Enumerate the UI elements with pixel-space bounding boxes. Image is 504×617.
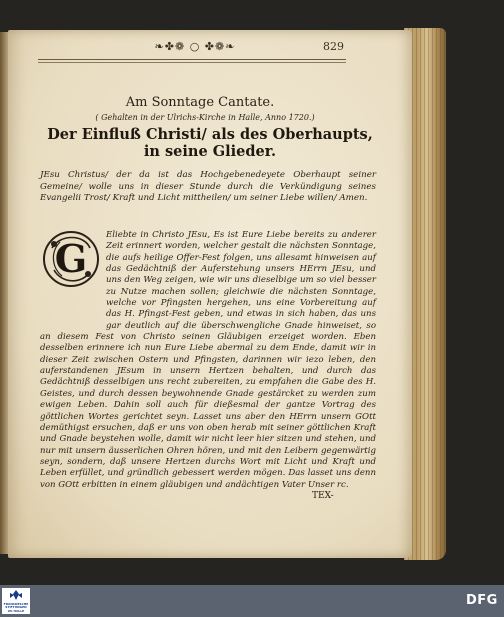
opening-prayer: JEsu Christus/ der da ist das Hochgebenedeyete Oberhaupt seiner Gemeine/ wolle uns in dieser Stunde durch die Verkündigung seines Evangelii Trost/ Kraft und Licht mittheilen/ um seiner Liebe willen/ Amen. xyxy=(40,170,376,204)
institution-logo-icon xyxy=(9,590,23,600)
footer-bar xyxy=(0,585,504,617)
sermon-title: Der Einfluß Christi/ als des Oberhaupts, in seine Glieder. xyxy=(47,126,373,160)
dropcap-letter: G xyxy=(54,236,88,281)
dfg-logo[interactable]: DFG xyxy=(466,593,498,608)
catchword: TEX- xyxy=(312,491,334,501)
dropcap-initial xyxy=(40,228,102,290)
institution-logo-text: FRANCKESCHE STIFTUNGEN ZU HALLE xyxy=(3,602,29,613)
sermon-heading: Am Sonntage Cantate. xyxy=(125,95,275,110)
page-number: 829 xyxy=(323,40,344,53)
header-rule-secondary xyxy=(38,62,346,63)
sermon-body-text: Eliebte in Christo JEsu, Es ist Eure Liebe bereits zu anderer Zeit erinnert worden, welcher gestalt die nächsten Sonntage, die aufs heilige Offer-Fest folgen, uns allesamt hinweisen auf das Gedächtniß der Auferstehung unsers HErrn JEsu, und uns den Weg zeigen, wie wir uns dieselbige um so viel besser zu Nutze machen sollen; gleichwie die nächsten Sonntage, welche vor Pfingsten hergehen, uns eine Vorbereitung auf das H. Pfingst-Fest geben, und etwas in sich haben, das uns gar deutlich auf die überschwengliche Gnade hinweiset, so an diesem Fest von Christo seinen Gläubigen erzeiget worden. Eben desselben erinnere ich nun Eure Liebe abermal zu dem Ende, damit wir in dieser Zeit zwischen Ostern und Pfingsten, darinnen wir iezo leben, den auferstandenen JEsum in unsern Hertzen behalten, und durch das Gedächtniß desselbigen uns recht zubereiten, zu empfahen die Gabe des H. Geistes, und durch dessen beywohnende Gnade gestärcket zu werden zum ewigen Leben. Dahin soll auch für dießesmal der gantze Vortrag des göttlichen Wortes gerichtet seyn. Lasset uns aber den HErrn unsern GOtt demüthigst ersuchen, daß er uns von oben herab mit seiner göttlichen Kraft und Gnade beystehen wolle, damit wir nicht leer hier sitzen und stehen, und nur mit unsern äusserlichen Ohren hören, und mit den Leibern gegenwärtig seyn, sondern, daß unsere Hertzen durchs Wort mit Licht und Kraft und Leben erfüllet, und gründlich gebessert werden mögen. Das lasset uns denn von GOtt erbitten in einem gläubigen und andächtigen Vater Unser rc. xyxy=(40,230,376,490)
header-ornament: ❧✤❁ ○ ✤❁❧ xyxy=(154,40,236,53)
header-rule xyxy=(38,59,346,60)
sermon-subheading: ( Gehalten in der Ulrichs-Kirche in Halle, Anno 1720.) xyxy=(95,113,315,122)
dropcap-ornament-icon xyxy=(40,228,102,290)
